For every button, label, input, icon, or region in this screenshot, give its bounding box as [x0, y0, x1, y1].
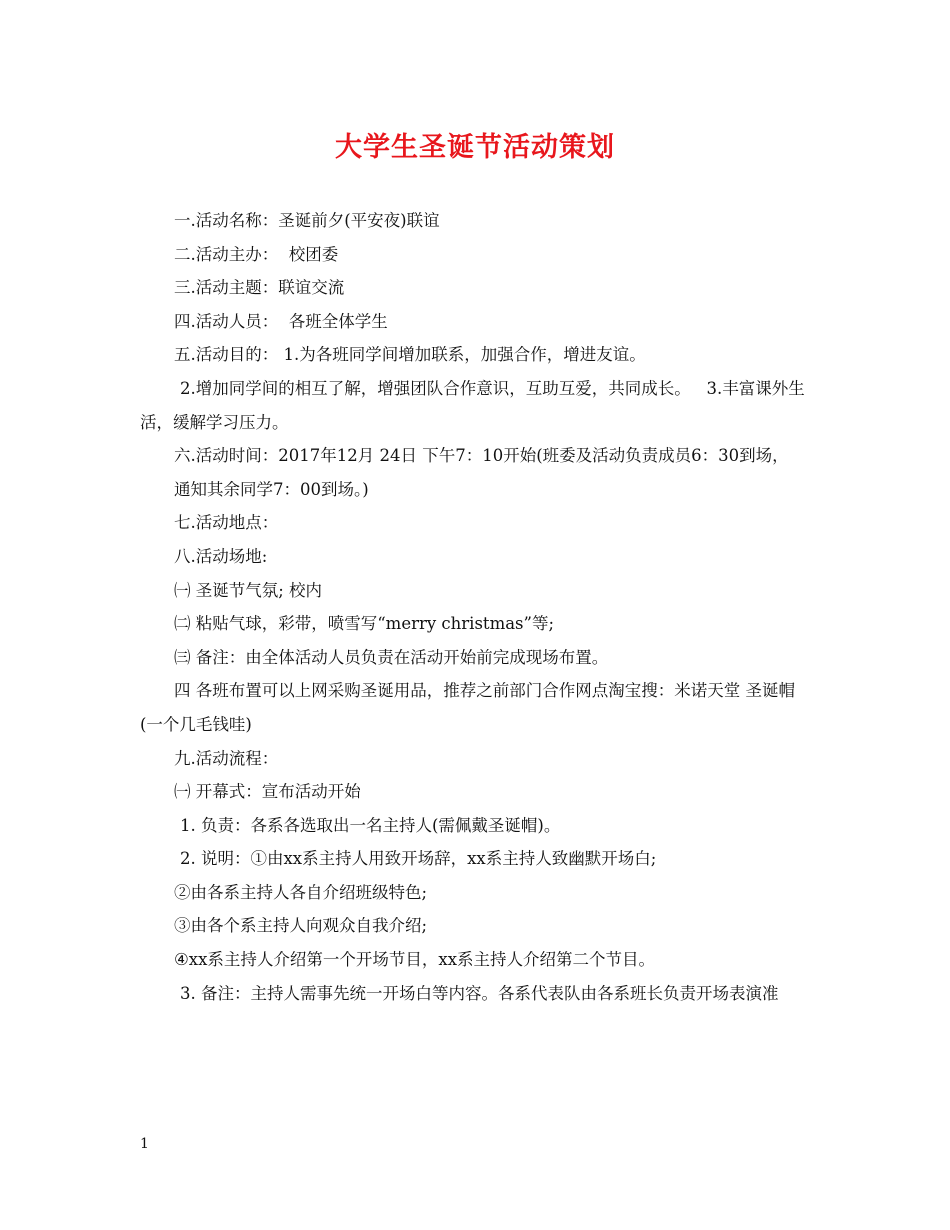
line-venue-3: ㈢ 备注：由全体活动人员负责在活动开始前完成现场布置。 [174, 647, 609, 667]
line-location: 七.活动地点： [174, 513, 279, 533]
line-activity-name: 一.活动名称：圣诞前夕(平安夜)联谊 [174, 211, 440, 230]
line-opening-2: 2. 说明：①由xx系主持人用致开场辞，xx系主持人致幽默开场白; [180, 849, 657, 869]
line-venue-2: ㈡ 粘贴气球，彩带，喷雪写“merry christmas”等; [174, 614, 555, 634]
line-opening-2d: ④xx系主持人介绍第一个开场节目，xx系主持人介绍第二个节目。 [174, 950, 656, 970]
line-purpose: 五.活动目的： 1.为各班同学间增加联系，加强合作，增进友谊。 [174, 345, 646, 365]
line-time-notice: 通知其余同学7：00到场。) [174, 479, 369, 499]
line-venue: 八.活动场地: [174, 546, 268, 566]
line-opening-1: 1. 负责：各系各选取出一名主持人(需佩戴圣诞帽)。 [180, 815, 561, 835]
document-body [140, 204, 812, 1010]
document-title: 大学生圣诞节活动策划 [335, 132, 615, 163]
line-organizer: 二.活动主办： 校团委 [174, 244, 339, 264]
line-opening-2b: ②由各系主持人各自介绍班级特色; [174, 882, 428, 902]
line-theme: 三.活动主题：联谊交流 [174, 278, 345, 298]
line-opening-2c: ③由各个系主持人向观众自我介绍; [174, 916, 428, 936]
line-opening-3: 3. 备注：主持人需事先统一开场白等内容。各系代表队由各系班长负责开场表演准 [180, 983, 779, 1003]
line-time: 六.活动时间：2017年12月 24日 下午7：10开始(班委及活动负责成员6：30到场， [174, 446, 789, 466]
line-purpose-cont: 2.增加同学间的相互了解，增强团队合作意识，互助互爱，共同成长。 3.丰富课外生活，缓解学习压力。 [140, 378, 805, 432]
line-opening: ㈠ 开幕式：宣布活动开始 [174, 782, 361, 802]
line-venue-4: 四 各班布置可以上网采购圣诞用品，推荐之前部门合作网点淘宝搜：米诺天堂 圣诞帽(一个几毛钱哇) [140, 681, 795, 734]
page-number: 1 [140, 1136, 149, 1152]
line-participants: 四.活动人员： 各班全体学生 [174, 311, 388, 331]
line-process: 九.活动流程： [174, 748, 279, 768]
line-venue-1: ㈠ 圣诞节气氛; 校内 [174, 580, 323, 600]
